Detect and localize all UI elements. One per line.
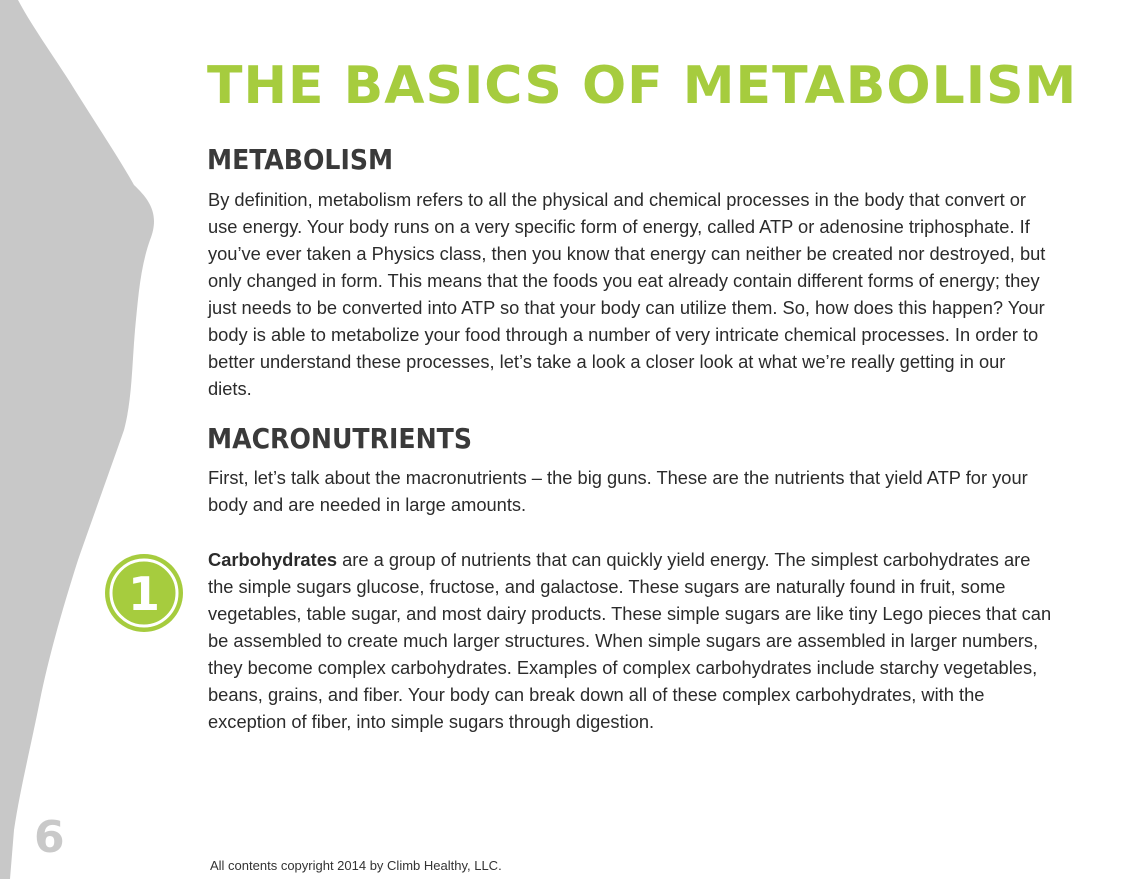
- number-one-badge-icon: [103, 552, 185, 634]
- section-heading-macronutrients: MACRONUTRIENTS: [207, 422, 472, 455]
- carbohydrates-term: Carbohydrates: [208, 549, 338, 570]
- carbohydrates-text: are a group of nutrients that can quickly yield energy. The simplest carbohydrates are the simple sugars glucose, fructose, and galactose. These sugars are naturally found in fruit, some vegetables, table sugar, and most dairy products. These simple sugars are like tiny Lego pieces that can be assembled to create much larger structures. When simple sugars are assembled in larger numbers, they become complex carbohydrates. Examples of complex carbohydrates include starchy vegetables, beans, grains, and fiber. Your body can break down all of these complex carbohydrates, with the exception of fiber, into simple sugars through digestion.: [208, 549, 1052, 732]
- page-title: THE BASICS OF METABOLISM: [207, 56, 1078, 116]
- cliff-climber-illustration: [0, 0, 170, 879]
- metabolism-paragraph: By definition, metabolism refers to all the physical and chemical processes in the body that convert or use energy. Your body runs on a very specific form of energy, called ATP or adenosine triphosphate. If you’ve ever taken a Physics class, then you know that energy can neither be created nor destroyed, but only changed in form. This means that the foods you eat already contain different forms of energy; they just needs to be converted into ATP so that your body can utilize them. So, how does this happen? Your body is able to metabolize your food through a number of very intricate chemical processes. In order to better understand these processes, let’s take a look a closer look at what we’re really getting in our diets.: [208, 189, 1046, 399]
- carbohydrates-paragraph: [208, 546, 1053, 735]
- page-number: 6: [34, 812, 66, 863]
- badge-number: 1: [127, 567, 161, 621]
- section-heading-metabolism: METABOLISM: [207, 143, 394, 176]
- macronutrients-paragraph: First, let’s talk about the macronutrients – the big guns. These are the nutrients that yield ATP for your body and are needed in large amounts.: [208, 467, 1028, 515]
- copyright-footer: All contents copyright 2014 by Climb Healthy, LLC.: [210, 858, 502, 873]
